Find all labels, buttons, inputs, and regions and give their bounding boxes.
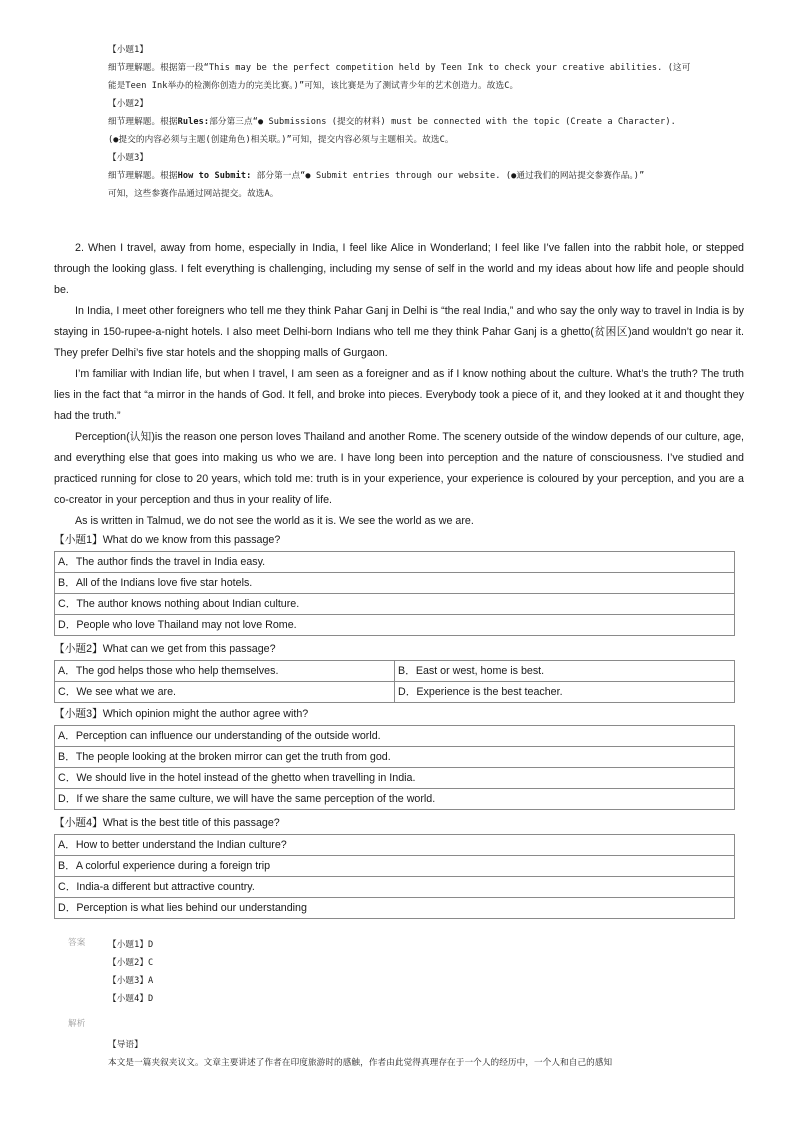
option-b[interactable]: B．The people looking at the broken mirror can get the truth from god. — [55, 747, 735, 768]
answer-item: 【小题3】A — [108, 976, 154, 986]
answer-item: 【小题1】D — [108, 940, 154, 950]
answer-item: 【小题4】D — [108, 994, 154, 1004]
option-c[interactable]: C．We should live in the hotel instead of the ghetto when travelling in India. — [55, 768, 735, 789]
passage-paragraph-1: 2. When I travel, away from home, especially in India, I feel like Alice in Wonderland; I feel like I’ve fallen into the rabbit hole, or stepped through the looking glass. I felt everything is challenging, including my sense of self in the world and my ideas about how life and people should be. — [54, 242, 744, 296]
option-c[interactable]: C．India-a different but attractive country. — [55, 877, 735, 898]
passage-paragraph-3: I’m familiar with Indian life, but when I travel, I am seen as a foreigner and as if I know nothing about the culture. What’s the truth? The truth lies in the fact that “a mirror in the hands of God. It fell, and broke into pieces. Everybody took a piece of it, and they looked at it and thought they had the truth.” — [54, 368, 744, 422]
answer-list — [108, 936, 153, 1008]
option-c[interactable]: C．We see what we are. — [55, 682, 395, 703]
question-3-label: 【小题3】Which opinion might the author agree with? — [54, 708, 309, 720]
option-b[interactable]: B．East or west, home is best. — [395, 661, 735, 682]
text-fragment: 细节理解题。根据 — [108, 171, 178, 181]
explanation-text — [108, 167, 748, 185]
option-a[interactable]: A．How to better understand the Indian culture? — [55, 835, 735, 856]
question-1-options — [54, 551, 735, 636]
passage-paragraph-2: In India, I meet other foreigners who tell me they think Pahar Ganj in Delhi is “the real India,” and who say the only way to travel in India is by staying in 150-rupee-a-night hotels. I also meet Delhi-born Indians who tell me they think Pahar Ganj is a ghetto(贫困区)and wouldn’t go near it. They prefer Delhi’s five star hotels and the shopping malls of Gurgaon. — [54, 305, 744, 359]
explanation-text: 能是Teen Ink举办的检测你创造力的完美比赛。)”可知，该比赛是为了测试青少年的艺术创造力。故选C。 — [108, 81, 519, 91]
option-b[interactable]: B．All of the Indians love five star hotels. — [55, 573, 735, 594]
question-1-label: 【小题1】What do we know from this passage? — [54, 534, 281, 546]
explanation-label-1: 【小题1】 — [108, 45, 149, 55]
question-2-options — [54, 660, 735, 703]
question-3-options — [54, 725, 735, 810]
explanation-text: 细节理解题。根据第一段“This may be the perfect competition held by Teen Ink to check your creative abilities. (这可 — [108, 63, 691, 73]
text-fragment: 部分第一点“● Submit entries through our website. (●通过我们的网站提交参赛作品。)” — [251, 171, 645, 181]
answer-side-label: 答案 — [68, 938, 86, 948]
explanation-text — [108, 113, 748, 131]
explanation-text: (●提交的内容必须与主题(创建角色)相关联。)”可知，提交内容必须与主题相关。故选C。 — [108, 135, 454, 145]
option-a[interactable]: A．Perception can influence our understanding of the outside world. — [55, 726, 735, 747]
option-a[interactable]: A．The god helps those who help themselves. — [55, 661, 395, 682]
option-d[interactable]: D．Perception is what lies behind our understanding — [55, 898, 735, 919]
option-d[interactable]: D．If we share the same culture, we will have the same perception of the world. — [55, 789, 735, 810]
analysis-block — [108, 1036, 748, 1072]
reading-passage — [54, 238, 744, 532]
explanation-label-3: 【小题3】 — [108, 153, 149, 163]
text-fragment: 细节理解题。根据 — [108, 117, 178, 127]
bold-keyword: How to Submit: — [177, 171, 252, 181]
question-4-options — [54, 834, 735, 919]
option-c[interactable]: C．The author knows nothing about Indian culture. — [55, 594, 735, 615]
analysis-side-label: 解析 — [68, 1019, 86, 1029]
analysis-text: 本文是一篇夹叙夹议文。文章主要讲述了作者在印度旅游时的感触，作者由此觉得真理存在于一个人的经历中，一个人和自己的感知 — [108, 1058, 613, 1068]
analysis-heading: 【导语】 — [108, 1040, 143, 1050]
option-b[interactable]: B．A colorful experience during a foreign trip — [55, 856, 735, 877]
bold-keyword: Rules: — [177, 117, 210, 127]
passage-paragraph-5: As is written in Talmud, we do not see the world as it is. We see the world as we are. — [75, 515, 474, 527]
explanation-label-2: 【小题2】 — [108, 99, 149, 109]
option-a[interactable]: A．The author finds the travel in India easy. — [55, 552, 735, 573]
question-2-label: 【小题2】What can we get from this passage? — [54, 643, 276, 655]
option-d[interactable]: D．Experience is the best teacher. — [395, 682, 735, 703]
previous-explanation — [108, 41, 748, 203]
answer-item: 【小题2】C — [108, 958, 154, 968]
text-fragment: 部分第三点“● Submissions (提交的材料) must be connected with the topic (Create a Character). — [209, 117, 676, 127]
passage-paragraph-4: Perception(认知)is the reason one person loves Thailand and another Rome. The scenery outside of the window depends of our culture, age, and everything else that goes into making us who we are. I have long been into perception and the nature of consciousness. I’ve studied and practiced running for close to 20 years, which told me: truth is in your experience, your experience is coloured by your perception, and you are a co-creator in your perception and thus in your reality of life. — [54, 431, 744, 506]
option-d[interactable]: D．People who love Thailand may not love Rome. — [55, 615, 735, 636]
explanation-text: 可知，这些参赛作品通过网站提交。故选A。 — [108, 189, 279, 199]
question-4-label: 【小题4】What is the best title of this passage? — [54, 817, 280, 829]
